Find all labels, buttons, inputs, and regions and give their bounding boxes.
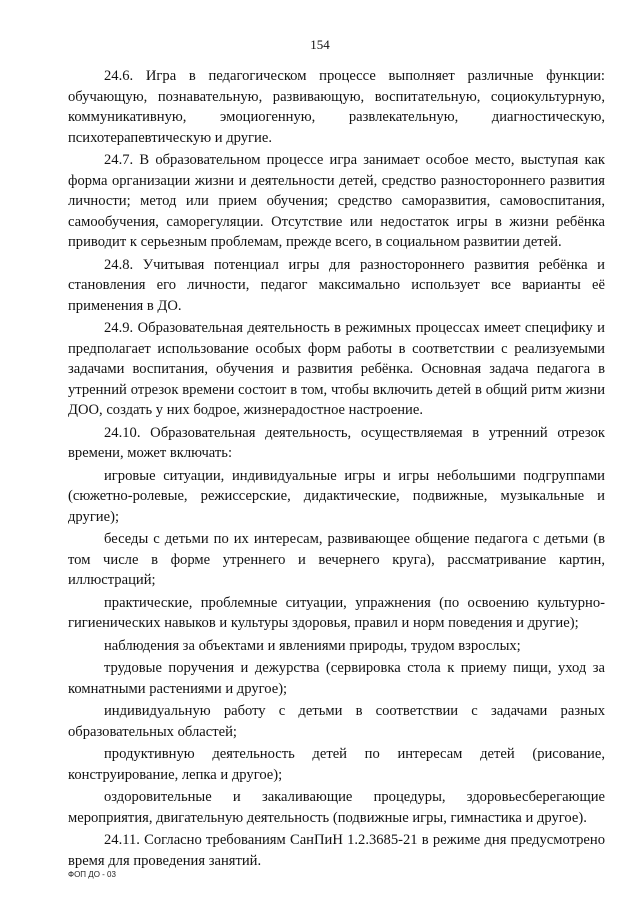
- list-item: индивидуальную работу с детьми в соответствии с задачами разных образовательных областей;: [68, 703, 605, 740]
- document-body: [68, 66, 605, 873]
- paragraph-24-9: 24.9. Образовательная деятельность в режимных процессах имеет специфику и предполагает использование особых форм работы в соответствии с реализуемыми задачами воспитания, обучения и развития ребёнка. Основная задача педагога в утренний отрезок времени состоит в том, чтобы включить детей в общий ритм жизни ДОО, создать у них бодрое, жизнерадостное настроение.: [68, 320, 605, 418]
- paragraph-24-6: 24.6. Игра в педагогическом процессе выполняет различные функции: обучающую, познавательную, развивающую, воспитательную, социокультурную, коммуникативную, эмоциогенную, развлекательную, диагностическую, психотерапевтическую и другие.: [68, 68, 605, 146]
- list-item: практические, проблемные ситуации, упражнения (по освоению культурно-гигиенических навыков и культуры здоровья, правил и норм поведения и другие);: [68, 594, 605, 631]
- page-number: 154: [310, 37, 330, 52]
- paragraph-24-10: 24.10. Образовательная деятельность, осуществляемая в утренний отрезок времени, может включать:: [68, 424, 605, 461]
- list-item: игровые ситуации, индивидуальные игры и игры небольшими подгруппами (сюжетно-ролевые, режиссерские, дидактические, подвижные, музыкальные и другие);: [68, 467, 605, 525]
- list-item: продуктивную деятельность детей по интересам детей (рисование, конструирование, лепка и другое);: [68, 746, 605, 783]
- list-item: трудовые поручения и дежурства (сервировка стола к приему пищи, уход за комнатными растениями и другое);: [68, 660, 605, 697]
- paragraph-24-7: 24.7. В образовательном процессе игра занимает особое место, выступая как форма организации жизни и деятельности детей, средство разностороннего развития личности; метод или прием обучения; средство саморазвития, самовоспитания, самообучения, саморегуляции. Отсутствие или недостаток игры в жизни ребёнка приводит к серьезным проблемам, прежде всего, в социальном развитии детей.: [68, 152, 605, 250]
- footer-label: ФОП ДО - 03: [68, 870, 116, 879]
- list-item: оздоровительные и закаливающие процедуры, здоровьесберегающие мероприятия, двигательную деятельность (подвижные игры, гимнастика и другое).: [68, 789, 605, 826]
- list-item: беседы с детьми по их интересам, развивающее общение педагога с детьми (в том числе в форме утреннего и вечернего круга), рассматривание картин, иллюстраций;: [68, 531, 605, 588]
- paragraph-24-11: 24.11. Согласно требованиям СанПиН 1.2.3685-21 в режиме дня предусмотрено время для проведения занятий.: [68, 832, 605, 869]
- paragraph-24-8: 24.8. Учитывая потенциал игры для разностороннего развития ребёнка и становления его личности, педагог максимально использует все варианты её применения в ДО.: [68, 256, 605, 314]
- list-item: наблюдения за объектами и явлениями природы, трудом взрослых;: [104, 637, 521, 654]
